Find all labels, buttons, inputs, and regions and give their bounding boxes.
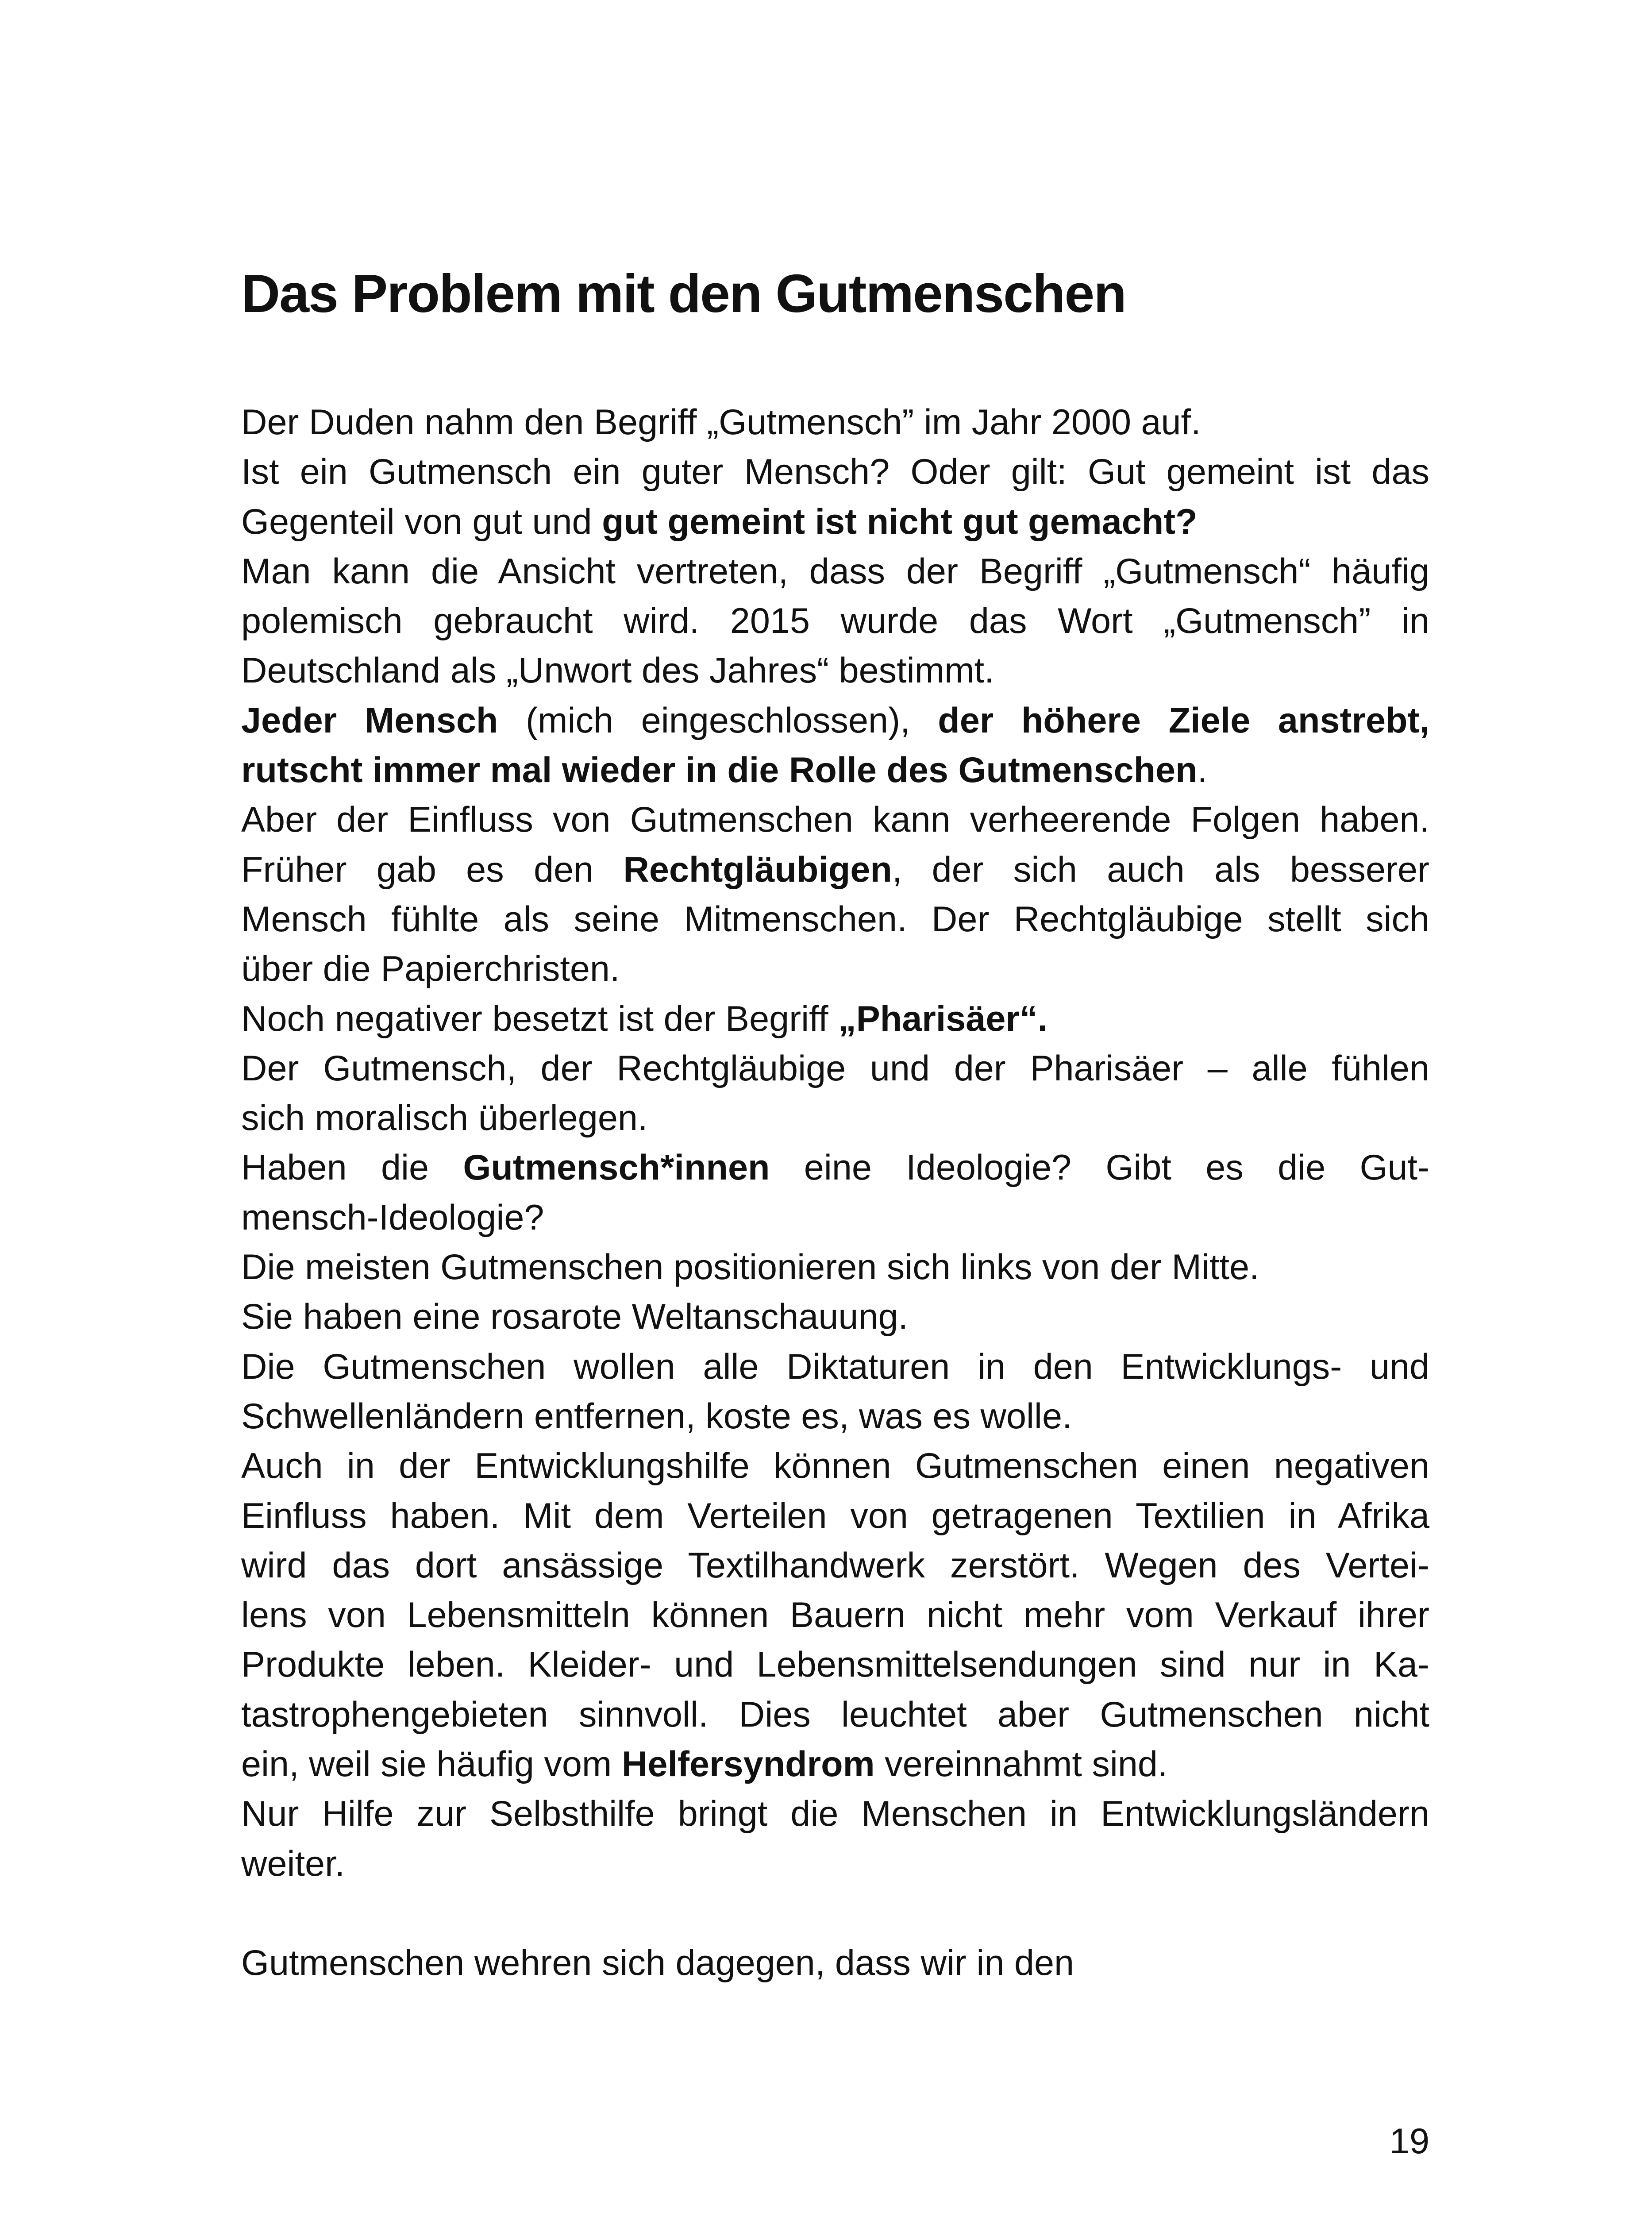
text-line: Ist ein Gutmensch ein guter Mensch? Oder gilt: Gut gemeint ist das (241, 452, 1429, 492)
text-line: Man kann die Ansicht vertreten, dass der Begriff „Gutmensch“ häufig (241, 551, 1429, 591)
text-line: Gutmenschen wehren sich dagegen, dass wir in den (241, 1943, 1074, 1983)
text-line: weiter. (241, 1843, 345, 1884)
bold-phrase: Jeder Mensch (241, 700, 498, 740)
text-line: Sie haben eine rosarote Weltanschauung. (241, 1297, 909, 1337)
page-number: 19 (1389, 2121, 1429, 2161)
text-line: Mensch fühlte als seine Mitmenschen. Der Rechtgläubige stellt sich (241, 899, 1429, 939)
body-text (241, 397, 1429, 1988)
text-line: über die Papierchristen. (241, 949, 620, 989)
text-line: Haben die Gutmensch*innen eine Ideologie? Gibt es die Gut- (241, 1148, 1429, 1188)
text-line: Deutschland als „Unwort des Jahres“ bestimmt. (241, 651, 994, 691)
bold-phrase: Helfersyndrom (621, 1744, 875, 1785)
text-line: Aber der Einfluss von Gutmenschen kann verheerende Folgen haben. (241, 800, 1429, 840)
bold-phrase: der höhere Ziele anstrebt, (938, 700, 1429, 740)
text-line: Die Gutmenschen wollen alle Diktaturen in den Entwicklungs- und (241, 1346, 1429, 1387)
text-line: Noch negativer besetzt ist der Begriff „Pharisäer“. (241, 999, 1047, 1039)
text-line: mensch-Ideologie? (241, 1197, 544, 1238)
text-line: Die meisten Gutmenschen positionieren sich links von der Mitte. (241, 1247, 1259, 1288)
text-line: Früher gab es den Rechtgläubigen, der sich auch als besserer (241, 849, 1429, 890)
text-line: lens von Lebensmitteln können Bauern nicht mehr vom Verkauf ihrer (241, 1595, 1429, 1635)
text-line: Einfluss haben. Mit dem Verteilen von getragenen Textilien in Afrika (241, 1496, 1429, 1536)
text-line: Gegenteil von gut und gut gemeint ist nicht gut gemacht? (241, 501, 1198, 542)
bold-phrase: Gutmensch*innen (463, 1148, 770, 1188)
text-line: polemisch gebraucht wird. 2015 wurde das Wort „Gutmensch” in (241, 601, 1429, 641)
bold-phrase: gut gemeint ist nicht gut gemacht? (602, 501, 1198, 542)
bold-phrase: Rechtgläubigen (623, 849, 892, 890)
text-line: Nur Hilfe zur Selbsthilfe bringt die Menschen in Entwicklungsländern (241, 1794, 1429, 1834)
text-line: tastrophengebieten sinnvoll. Dies leuchtet aber Gutmenschen nicht (241, 1694, 1429, 1735)
text-line: sich moralisch überlegen. (241, 1098, 648, 1138)
text-line: Schwellenländern entfernen, koste es, was es wolle. (241, 1396, 1072, 1436)
paragraph-gap (241, 1889, 1429, 1938)
text-line: Der Gutmensch, der Rechtgläubige und der Pharisäer – alle fühlen (241, 1048, 1429, 1088)
text-line: Der Duden nahm den Begriff „Gutmensch” im Jahr 2000 auf. (241, 402, 1201, 442)
page-title: Das Problem mit den Gutmenschen (241, 263, 1126, 324)
text-line: Jeder Mensch (mich eingeschlossen), der höhere Ziele anstrebt, (241, 700, 1429, 740)
bold-phrase: „Pharisäer“. (838, 999, 1047, 1039)
bold-phrase: rutscht immer mal wieder in die Rolle des Gutmenschen (241, 750, 1198, 790)
text-line: ein, weil sie häufig vom Helfersyndrom vereinnahmt sind. (241, 1744, 1168, 1785)
text-line: Produkte leben. Kleider- und Lebensmittelsendungen sind nur in Ka- (241, 1645, 1429, 1685)
text-line: wird das dort ansässige Textilhandwerk zerstört. Wegen des Vertei- (241, 1545, 1429, 1585)
text-line: Auch in der Entwicklungshilfe können Gutmenschen einen negativen (241, 1446, 1429, 1486)
text-line: rutscht immer mal wieder in die Rolle des Gutmenschen. (241, 750, 1208, 790)
